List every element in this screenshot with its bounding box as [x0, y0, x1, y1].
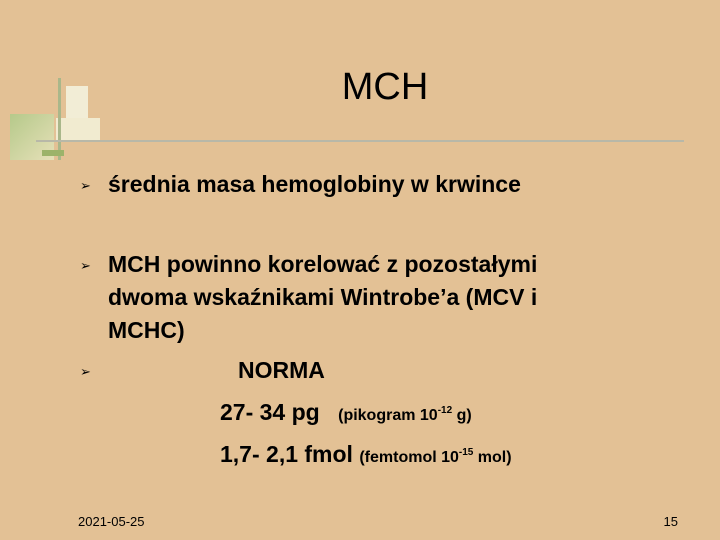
norma-range-fmol-note: (femtomol $10^{-15}$ mol) [359, 447, 512, 466]
bullet-arrow-icon: ➢ [80, 364, 91, 379]
slide-date: 2021-05-25 [78, 514, 145, 529]
norma-range-pg-note: (pikogram $10^{-12}$ g) [338, 405, 472, 424]
norma-range-pg-value: 27- 34 pg [220, 399, 320, 425]
norma-range-fmol [220, 440, 512, 472]
corner-decoration [0, 78, 110, 160]
bullet-2-line-2: dwoma wskaźnikami Wintrobe’a (MCV i [108, 284, 538, 310]
title-divider [36, 140, 684, 142]
bullet-2-line-1: MCH powinno korelować z pozostałymi [108, 251, 538, 277]
bullet-2-line-3: MCHC) [108, 317, 185, 343]
norma-range-pg [220, 398, 472, 430]
norma-heading: NORMA [238, 357, 325, 383]
bullet-arrow-icon: ➢ [80, 258, 91, 273]
bullet-arrow-icon: ➢ [80, 178, 91, 193]
slide-title: MCH [341, 66, 429, 108]
bullet-1-text: średnia masa hemoglobiny w krwince [108, 171, 521, 197]
norma-range-fmol-value: 1,7- 2,1 fmol [220, 441, 353, 467]
slide-page-number: 15 [663, 514, 678, 529]
